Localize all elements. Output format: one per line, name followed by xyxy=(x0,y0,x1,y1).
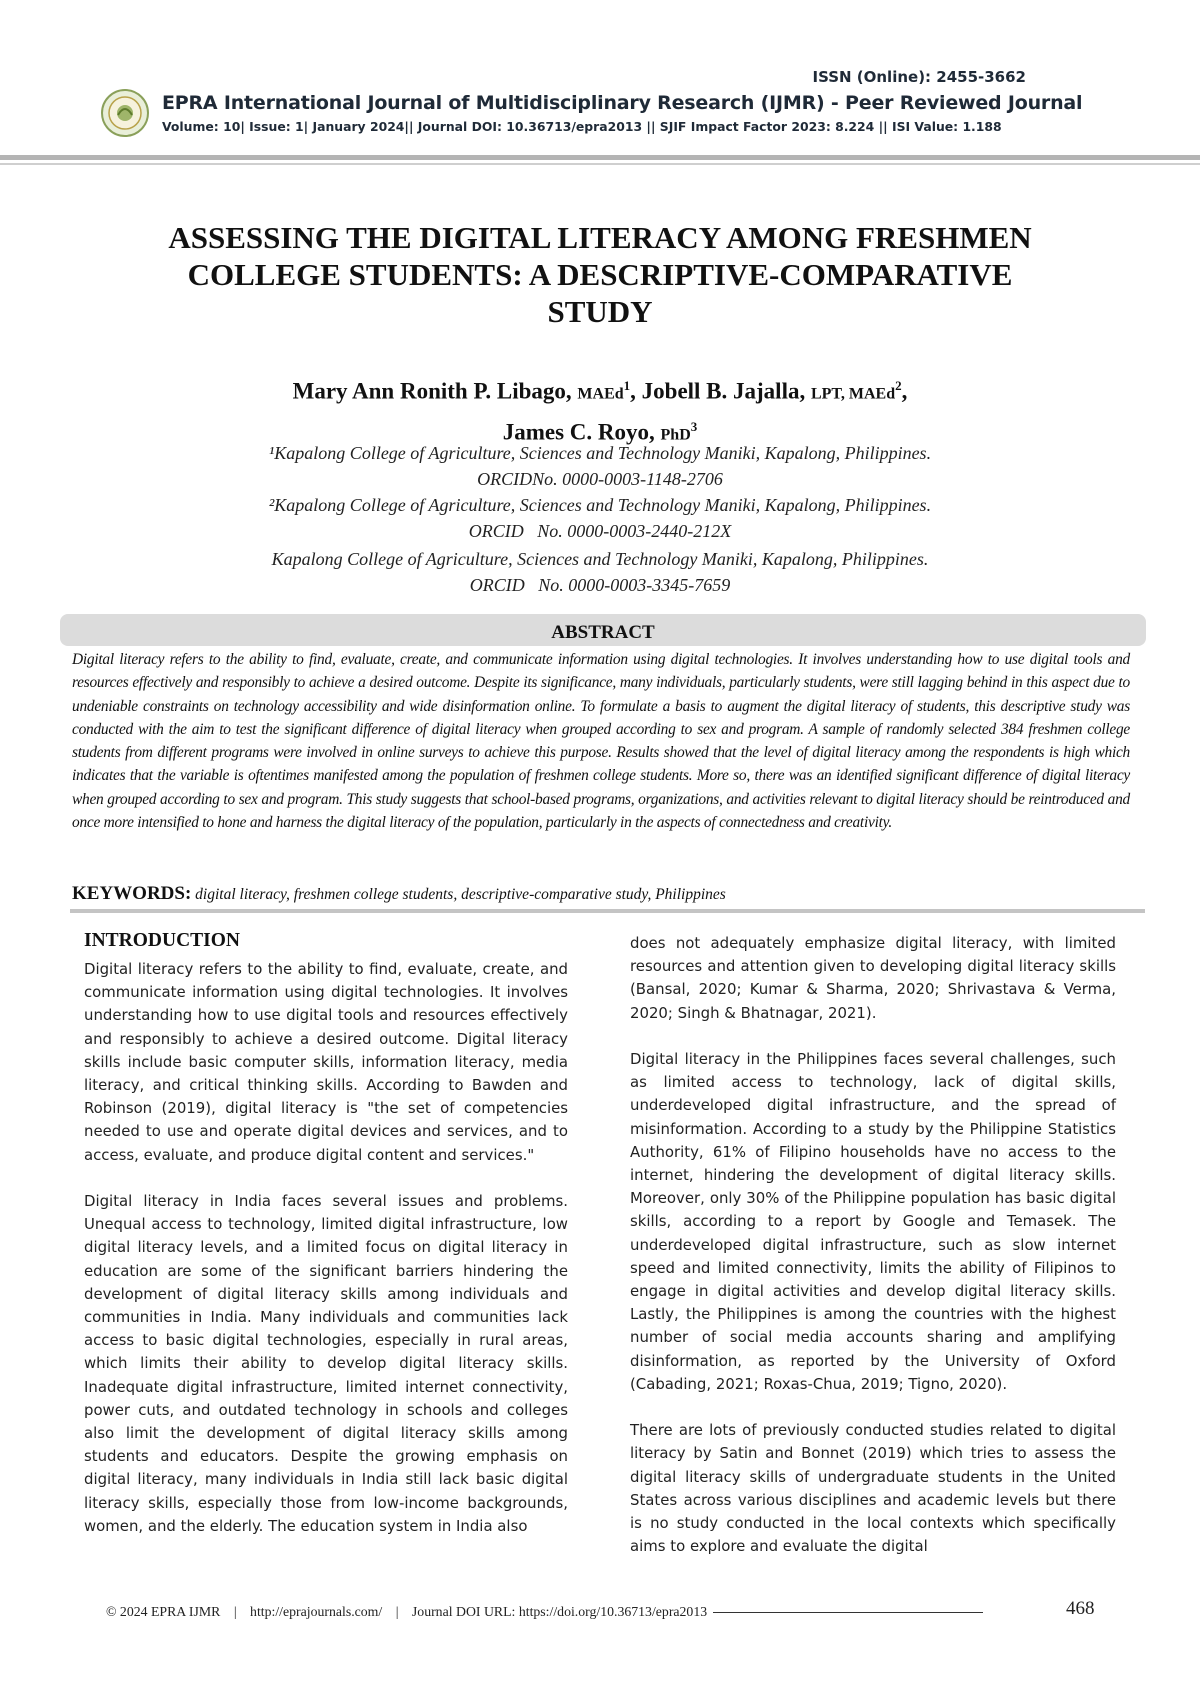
journal-seal-icon xyxy=(100,88,150,138)
paragraph: Digital literacy refers to the ability to find, evaluate, create, and communicate information using digital technologies. It involves understanding how to use digital tools and resources effectively and responsibly to achieve a desired outcome. Digital literacy skills include basic computer skills, information literacy, media literacy, and critical thinking skills. According to Bawden and Robinson (2019), digital literacy is "the set of competencies needed to use and operate digital devices and services, and to access, evaluate, and produce digital content and services." xyxy=(84,960,568,1164)
footer-copyright: © 2024 EPRA IJMR xyxy=(106,1604,221,1619)
issn: ISSN (Online): 2455-3662 xyxy=(812,68,1026,86)
section-heading-introduction: INTRODUCTION xyxy=(84,930,241,951)
affiliation-inst: ¹Kapalong College of Agriculture, Sciences and Technology Maniki, Kapalong, Philippines. xyxy=(268,443,932,463)
paragraph: Digital literacy in the Philippines faces several challenges, such as limited access to technology, lack of digital skills, underdeveloped digital infrastructure, and the spread of misinformation. According to a study by the Philippine Statistics Authority, 61% of Filipino households have no access to the internet, hindering the development of digital literacy skills. Moreover, only 30% of the Philippine population has basic digital skills, according to a report by Google and Temasek. The underdeveloped digital infrastructure, such as slow internet speed and limited connectivity, limits the ability of Filipinos to engage in digital activities and develop digital literacy skills. Lastly, the Philippines is among the countries with the highest number of social media accounts sharing and amplifying disinformation, as reported by the University of Oxford (Cabading, 2021; Roxas-Chua, 2019; Tigno, 2020). xyxy=(630,1050,1116,1393)
affiliation-orcid: ORCIDNo. 0000-0003-1148-2706 xyxy=(477,469,723,489)
affiliation-orcid: ORCID No. 0000-0003-2440-212X xyxy=(468,521,732,541)
affiliation-inst: ²Kapalong College of Agriculture, Sciences and Technology Maniki, Kapalong, Philippines. xyxy=(268,495,932,515)
title-line: COLLEGE STUDENTS: A DESCRIPTIVE-COMPARATIVE xyxy=(187,257,1013,292)
keywords xyxy=(72,883,1132,905)
author-degree: PhD xyxy=(660,426,691,444)
journal-meta: Volume: 10| Issue: 1| January 2024|| Journal DOI: 10.36713/epra2013 || SJIF Impact Factor 2023: 8.224 || ISI Value: 1.188 xyxy=(162,119,1002,134)
header-rule xyxy=(0,155,1200,160)
author-degree: MAEd xyxy=(577,385,624,403)
right-column xyxy=(630,932,1116,1582)
header-rule-thin xyxy=(0,163,1200,165)
affiliation-1 xyxy=(80,440,1120,492)
affiliation-2 xyxy=(80,492,1120,544)
page-number: 468 xyxy=(1066,1598,1095,1619)
journal-title: EPRA International Journal of Multidisciplinary Research (IJMR) - Peer Reviewed Journal xyxy=(162,92,1083,114)
title-line: ASSESSING THE DIGITAL LITERACY AMONG FRESHMEN xyxy=(168,220,1032,255)
abstract-heading: ABSTRACT xyxy=(551,622,655,643)
footer-separator: | xyxy=(233,1604,237,1619)
author-sup: 1 xyxy=(623,378,631,393)
author-sup: 3 xyxy=(690,418,698,434)
keywords-label: KEYWORDS: xyxy=(72,883,192,904)
affiliation-orcid: ORCID No. 0000-0003-3345-7659 xyxy=(469,575,731,595)
page-footer xyxy=(106,1604,985,1620)
author-degree: LPT, MAEd xyxy=(810,385,896,403)
affiliation-inst: Kapalong College of Agriculture, Sciences and Technology Maniki, Kapalong, Philippines. xyxy=(271,549,929,569)
abstract-rule xyxy=(70,909,1145,913)
paragraph: does not adequately emphasize digital literacy, with limited resources and attention given to developing digital literacy skills (Bansal, 2020; Kumar & Sharma, 2020; Shrivastava & Verma, 2020; Singh & Bhatnagar, 2021). xyxy=(630,934,1116,1022)
author-sup: 2 xyxy=(895,378,902,393)
footer-separator: | xyxy=(395,1604,399,1619)
paper-title xyxy=(80,219,1120,330)
author-name: Mary Ann Ronith P. Libago, xyxy=(292,378,572,404)
author-sep: , xyxy=(901,378,908,404)
keywords-value: digital literacy, freshmen college students, descriptive-comparative study, Philippines xyxy=(195,886,726,903)
footer-url[interactable]: http://eprajournals.com/ xyxy=(250,1604,383,1619)
author-sep: , xyxy=(630,378,642,404)
footer-dash-line xyxy=(713,1612,983,1613)
left-column xyxy=(84,958,568,1561)
abstract-text: Digital literacy refers to the ability to find, evaluate, create, and communicate information using digital technologies. It involves understanding how to use digital tools and resources effectively and responsibly to achieve a desired outcome. Despite its significance, many individuals, particularly students, were still lagging behind in this aspect due to undeniable constraints on technology accessibility and wide disinformation online. To formulate a basis to augment the digital literacy of students, this descriptive study was conducted with the aim to test the significant difference of digital literacy when grouped according to sex and program. A sample of randomly selected 384 freshmen college students from different programs were involved in online surveys to achieve this purpose. Results showed that the level of digital literacy among the respondents is high which indicates that the variable is oftentimes manifested among the population of freshmen college students. More so, there was an identified significant difference of digital literacy when grouped according to sex and program. This study suggests that school-based programs, organizations, and activities relevant to digital literacy should be reintroduced and once more intensified to hone and harness the digital literacy of the population, particularly in the aspects of connectedness and creativity. xyxy=(72,651,1130,832)
title-line: STUDY xyxy=(547,294,653,329)
paragraph: Digital literacy in India faces several issues and problems. Unequal access to technology, limited digital infrastructure, low digital literacy levels, and a limited focus on digital literacy in education are some of the significant barriers hindering the development of digital literacy skills among individuals and communities in India. Many individuals and communities lack access to basic digital technologies, especially in rural areas, which limits their ability to develop digital literacy skills. Inadequate digital infrastructure, limited internet connectivity, power cuts, and outdated technology in schools and colleges also limit the development of digital literacy skills among students and educators. Despite the growing emphasis on digital literacy, many individuals in India still lack basic digital literacy skills, especially those from low-income backgrounds, women, and the elderly. The education system in India also xyxy=(84,1192,568,1535)
footer-doi[interactable]: Journal DOI URL: https://doi.org/10.36713/epra2013 xyxy=(411,1604,708,1619)
paragraph: There are lots of previously conducted studies related to digital literacy by Satin and Bonnet (2019) which tries to assess the digital literacy skills of undergraduate students in the United States across various disciplines and academic levels but there is no study conducted in the local contexts which specifically aims to explore and evaluate the digital xyxy=(630,1421,1116,1556)
affiliation-3 xyxy=(80,546,1120,598)
author-name: James C. Royo, xyxy=(502,419,655,445)
author-name: Jobell B. Jajalla, xyxy=(641,378,806,404)
